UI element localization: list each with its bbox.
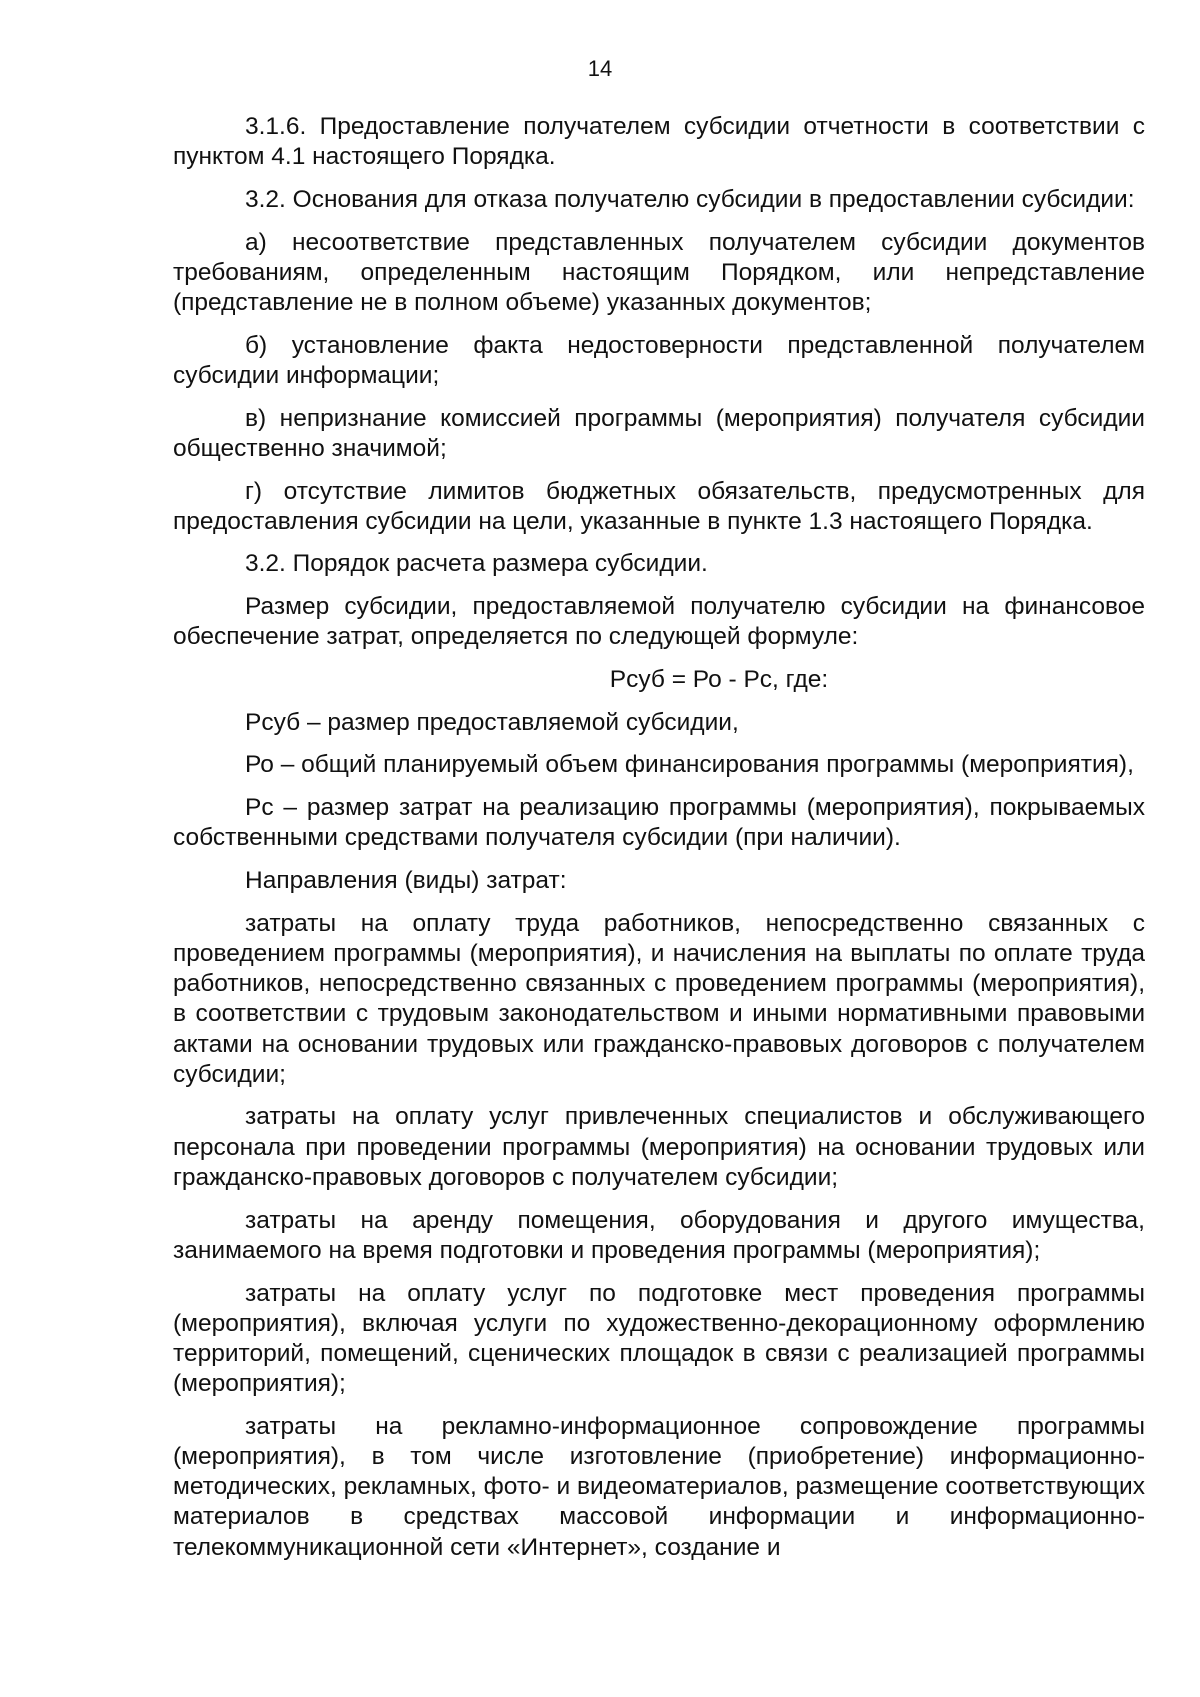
- definition-rsub: Рсуб – размер предоставляемой субсидии,: [245, 708, 739, 736]
- cost-item-advertising: затраты на рекламно-информационное сопровождение программы (мероприятия), в том числе изготовление (приобретение) информационно-методических, рекламных, фото- и видеоматериалов, размещение соответствующих материалов в средствах массовой информации и информационно-телекоммуникационной сети «Интернет», создание и: [173, 1412, 1145, 1561]
- list-item-v: в) непризнание комиссией программы (мероприятия) получателя субсидии общественно значимой;: [173, 404, 1145, 462]
- definition-rs: Рс – размер затрат на реализацию программы (мероприятия), покрываемых собственными средствами получателя субсидии (при наличии).: [173, 794, 1145, 852]
- cost-item-specialists: затраты на оплату услуг привлеченных специалистов и обслуживающего персонала при проведении программы (мероприятия) на основании трудовых или гражданско-правовых договоров с получателем субсидии;: [173, 1103, 1145, 1191]
- list-item-b: б) установление факта недостоверности представленной получателем субсидии информации;: [173, 331, 1145, 389]
- paragraph-cost-directions: Направления (виды) затрат:: [245, 867, 567, 895]
- paragraph-subsidy-size: Размер субсидии, предоставляемой получателю субсидии на финансовое обеспечение затрат, определяется по следующей формуле:: [173, 593, 1145, 651]
- list-item-g: г) отсутствие лимитов бюджетных обязательств, предусмотренных для предоставления субсидии на цели, указанные в пункте 1.3 настоящего Порядка.: [173, 477, 1145, 535]
- paragraph-3-2-calculation: 3.2. Порядок расчета размера субсидии.: [245, 550, 708, 578]
- cost-item-labor: затраты на оплату труда работников, непосредственно связанных с проведением программы (мероприятия), и начисления на выплаты по оплате труда работников, непосредственно связанных с проведением программы (мероприятия), в соответствии с трудовым законодательством и иными нормативными правовыми актами на основании трудовых или гражданско-правовых договоров с получателем субсидии;: [173, 909, 1145, 1088]
- subsidy-formula: Рсуб = Ро - Рс, где:: [609, 666, 829, 694]
- cost-item-venues: затраты на оплату услуг по подготовке мест проведения программы (мероприятия), включая услуги по художественно-декорационному оформлению территорий, помещений, сценических площадок в связи с реализацией программы (мероприятия);: [173, 1279, 1145, 1398]
- list-item-a: а) несоответствие представленных получателем субсидии документов требованиям, определенным настоящим Порядком, или непредставление (представление не в полном объеме) указанных документов;: [173, 228, 1145, 317]
- cost-item-rent: затраты на аренду помещения, оборудования и другого имущества, занимаемого на время подготовки и проведения программы (мероприятия);: [173, 1206, 1145, 1264]
- paragraph-3-1-6: 3.1.6. Предоставление получателем субсидии отчетности в соответствии с пунктом 4.1 настоящего Порядка.: [173, 113, 1145, 171]
- document-body: [173, 112, 1145, 1575]
- paragraph-3-2-refusal-grounds: 3.2. Основания для отказа получателю субсидии в предоставлении субсидии:: [245, 185, 1135, 213]
- page-number: 14: [587, 56, 613, 81]
- definition-ro: Ро – общий планируемый объем финансирования программы (мероприятия),: [245, 751, 1134, 779]
